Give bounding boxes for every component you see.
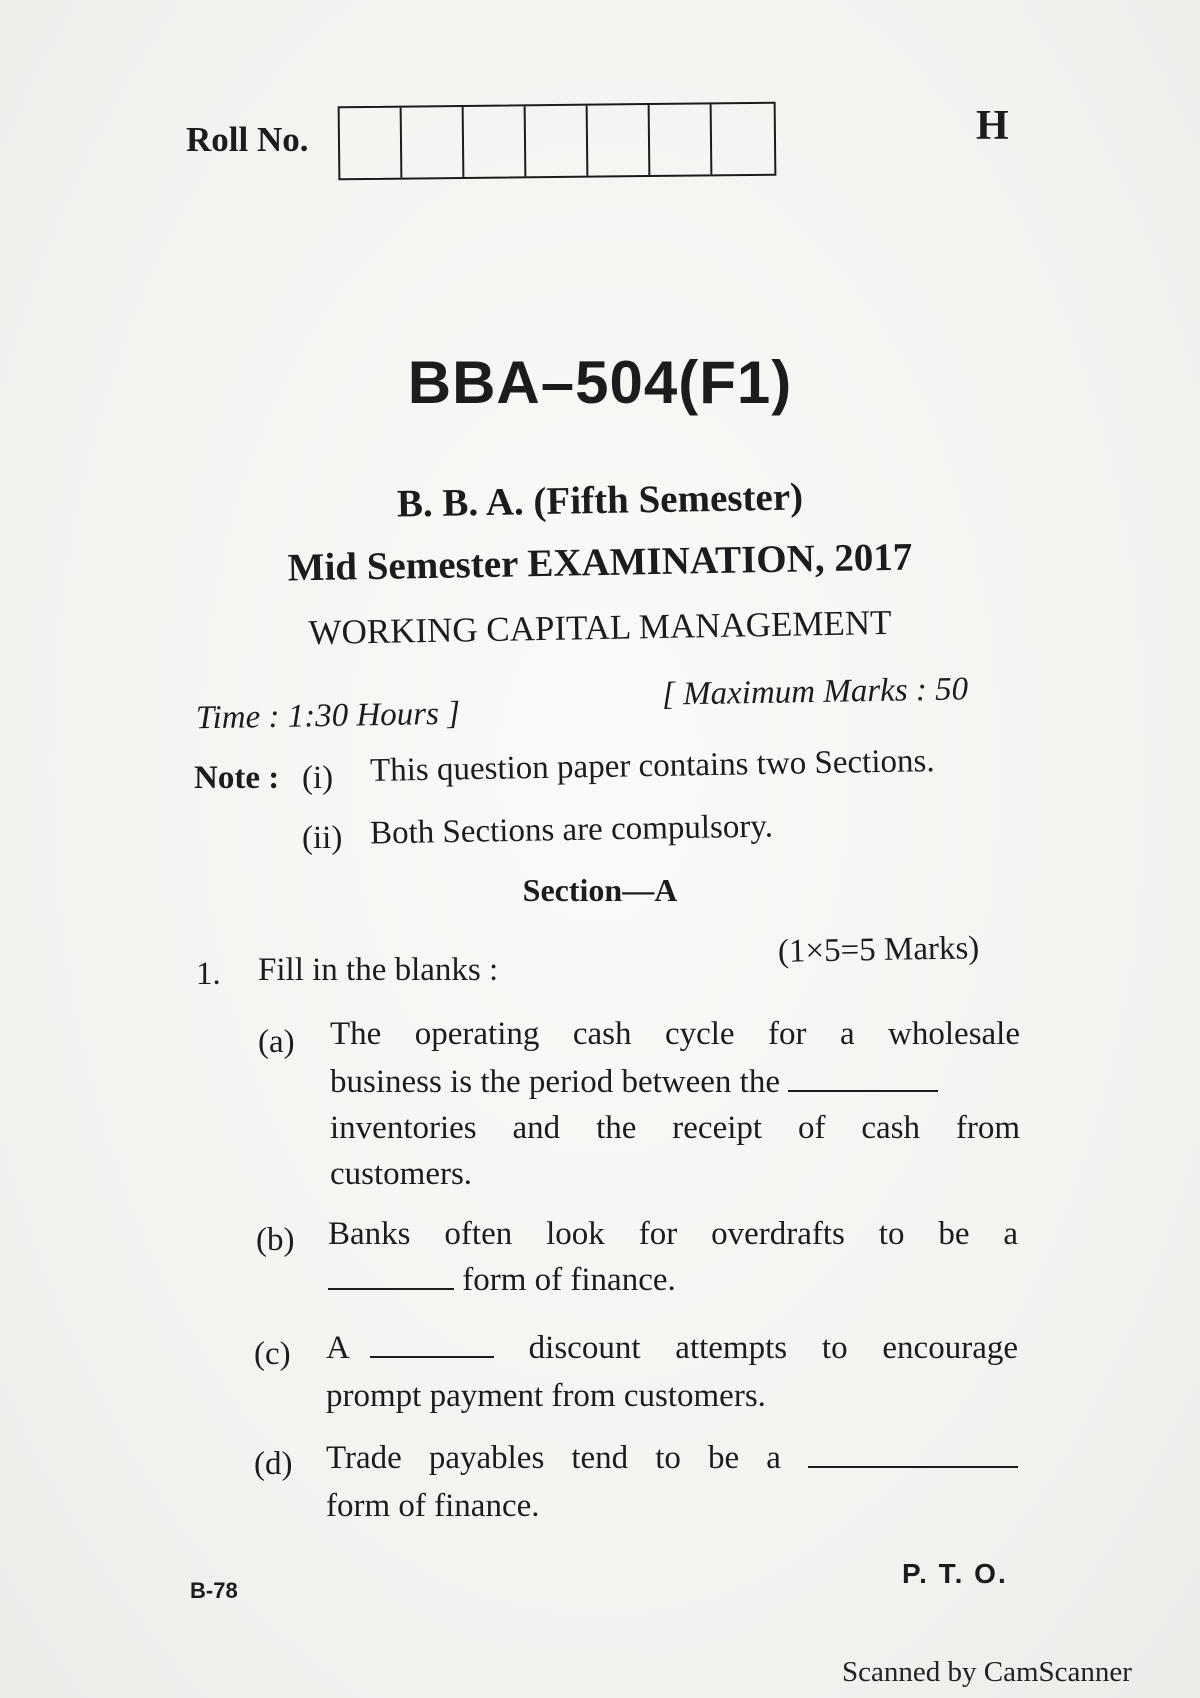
word: Trade <box>326 1440 402 1476</box>
part-label: (b) <box>256 1222 295 1258</box>
roll-number-box <box>464 106 527 177</box>
set-code: H <box>976 103 1009 149</box>
exam-title: Mid Semester EXAMINATION, 2017 <box>287 535 913 590</box>
word: cash <box>861 1110 920 1146</box>
word: and <box>512 1110 561 1146</box>
note-item-text: This question paper contains two Sections. <box>369 743 935 789</box>
exam-duration: Time : 1:30 Hours ] <box>195 695 461 737</box>
part-d-line-2: form of finance. <box>326 1488 540 1524</box>
word: A <box>326 1330 350 1366</box>
roll-number-box <box>650 104 713 175</box>
section-title: Section—A <box>522 872 678 908</box>
roll-number-boxes <box>338 102 777 181</box>
word: a <box>766 1440 781 1476</box>
maximum-marks: [ Maximum Marks : 50 <box>661 671 969 713</box>
roll-number-label: Roll No. <box>186 120 309 159</box>
word: overdrafts <box>711 1216 845 1252</box>
word: from <box>955 1110 1021 1146</box>
word: of <box>797 1110 826 1146</box>
question-number: 1. <box>196 956 221 992</box>
word: discount <box>528 1330 641 1366</box>
word: attempts <box>675 1330 788 1366</box>
part-label: (a) <box>258 1024 295 1060</box>
part-b-line-1 <box>328 1216 1018 1253</box>
part-b-line-2 <box>328 1262 676 1299</box>
word: inventories <box>330 1110 477 1146</box>
word: look <box>546 1216 605 1252</box>
roll-number-box <box>526 106 589 177</box>
scanner-watermark: Scanned by CamScanner <box>842 1656 1132 1688</box>
word: operating <box>414 1016 540 1052</box>
word: a <box>1003 1216 1019 1252</box>
word: for <box>768 1016 807 1052</box>
word: wholesale <box>888 1016 1020 1052</box>
note-item-number: (i) <box>302 760 334 796</box>
word: to <box>655 1440 681 1476</box>
question-marks: (1×5=5 Marks) <box>777 930 980 970</box>
please-turn-over: P. T. O. <box>902 1558 1008 1589</box>
word: be <box>707 1440 740 1476</box>
fill-blank <box>370 1330 494 1358</box>
word: cash <box>572 1016 632 1052</box>
word: cycle <box>664 1016 735 1052</box>
note-item-number: (ii) <box>302 820 343 856</box>
word: the <box>596 1110 637 1146</box>
part-a-line-2 <box>330 1064 938 1101</box>
word: be <box>938 1216 970 1252</box>
part-a-line-1 <box>330 1016 1020 1053</box>
word: Banks <box>328 1216 411 1252</box>
word: to <box>821 1330 848 1366</box>
part-text: form of finance. <box>462 1262 676 1298</box>
fill-blank <box>788 1064 938 1092</box>
roll-number-box <box>340 108 403 179</box>
part-c-line-1 <box>326 1330 1018 1367</box>
part-a-line-3 <box>330 1110 1020 1147</box>
word: The <box>330 1016 382 1052</box>
word: encourage <box>882 1330 1018 1366</box>
part-c-lead <box>326 1330 494 1367</box>
word: a <box>839 1016 855 1052</box>
subject-title: WORKING CAPITAL MANAGEMENT <box>308 602 892 653</box>
word: tend <box>571 1440 629 1476</box>
roll-number-box <box>588 105 651 176</box>
part-d-line-1 <box>326 1440 1018 1477</box>
fill-blank <box>808 1440 1018 1468</box>
fill-blank <box>328 1262 454 1290</box>
degree-title: B. B. A. (Fifth Semester) <box>396 475 804 526</box>
word: for <box>638 1216 678 1252</box>
note-item-text: Both Sections are compulsory. <box>369 808 774 852</box>
part-text: business is the period between the <box>330 1064 780 1100</box>
roll-number-box <box>402 107 465 178</box>
part-label: (c) <box>254 1336 291 1372</box>
word: receipt <box>672 1110 763 1146</box>
word: to <box>878 1216 905 1252</box>
part-label: (d) <box>254 1446 293 1482</box>
paper-code: BBA–504(F1) <box>407 349 793 416</box>
footer-code: B-78 <box>190 1578 238 1603</box>
word: payables <box>428 1440 545 1476</box>
question-text: Fill in the blanks : <box>258 952 499 988</box>
roll-number-box <box>712 104 775 175</box>
part-c-line-2: prompt payment from customers. <box>326 1378 766 1414</box>
word: often <box>444 1216 513 1252</box>
part-a-line-4: customers. <box>330 1156 473 1192</box>
note-label: Note : <box>194 760 280 796</box>
